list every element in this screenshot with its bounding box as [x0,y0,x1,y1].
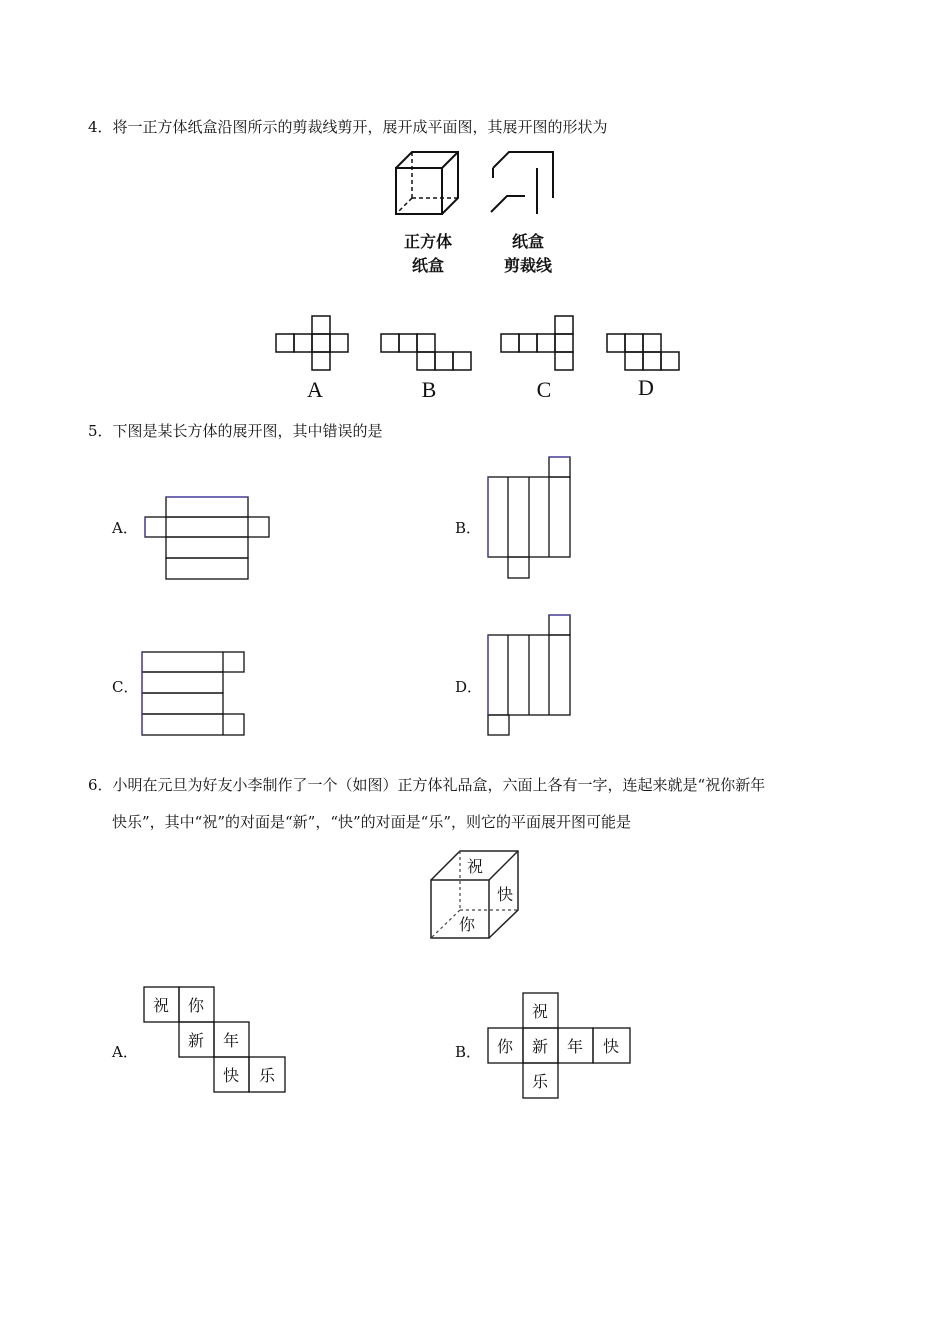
q4-option-a-label: A [307,377,323,402]
question-5-text: 5．下图是某长方体的展开图，其中错误的是 [88,422,383,440]
net-a-cell: 快 [222,1065,239,1085]
q4-option-d-label: D [638,375,654,400]
net-a-cell: 乐 [258,1065,275,1085]
question-6-text-line-1: 6．小明在元旦为好友小李制作了一个（如图）正方体礼品盒，六面上各有一字，连起来就是“祝你新年 [88,776,766,794]
q5-net-d [487,613,573,739]
q5-net-a [144,496,272,582]
net-a-cell: 年 [222,1030,239,1050]
net-a-cell: 祝 [152,995,169,1015]
net-b-cell: 年 [566,1036,583,1056]
net-b-cell: 你 [496,1036,513,1056]
cube-box-figure [392,148,462,218]
net-b-cell: 祝 [531,1001,548,1021]
cube-face-top-char: 祝 [466,856,483,876]
net-a-cell: 新 [187,1030,204,1050]
q5-net-b [487,455,573,581]
q4-net-option-c [499,314,579,370]
q5-net-c [141,650,249,738]
cube-face-front-char: 你 [458,914,475,934]
q6-label-b: B． [455,1043,482,1061]
q4-option-b-label: B [421,377,437,402]
cube-face-right-char: 快 [496,884,513,904]
cut-line-figure [487,148,557,218]
net-b-cell: 乐 [531,1071,548,1091]
q4-option-c-label: C [536,377,552,402]
q4-net-option-d [605,332,685,372]
net-b-cell: 新 [531,1036,548,1056]
q5-label-d: D． [455,678,483,696]
net-a-cell: 你 [187,995,204,1015]
q4-net-option-b [379,332,475,372]
caption-cube-box: 正方体 纸盒 [403,232,452,275]
caption-cut-line: 纸盒 剪裁线 [503,232,552,275]
question-4-text: 4．将一正方体纸盒沿图所示的剪裁线剪开，展开成平面图，其展开图的形状为 [88,118,608,136]
q6-label-a: A． [112,1043,138,1061]
q4-net-option-a [274,314,354,370]
q5-label-c: C． [112,678,139,696]
net-b-cell: 快 [602,1036,619,1056]
question-6-text-line-2: 快乐”，其中“祝”的对面是“新”，“快”的对面是“乐”，则它的平面展开图可能是 [112,813,632,831]
q5-label-b: B． [455,519,482,537]
q5-label-a: A． [112,519,138,537]
